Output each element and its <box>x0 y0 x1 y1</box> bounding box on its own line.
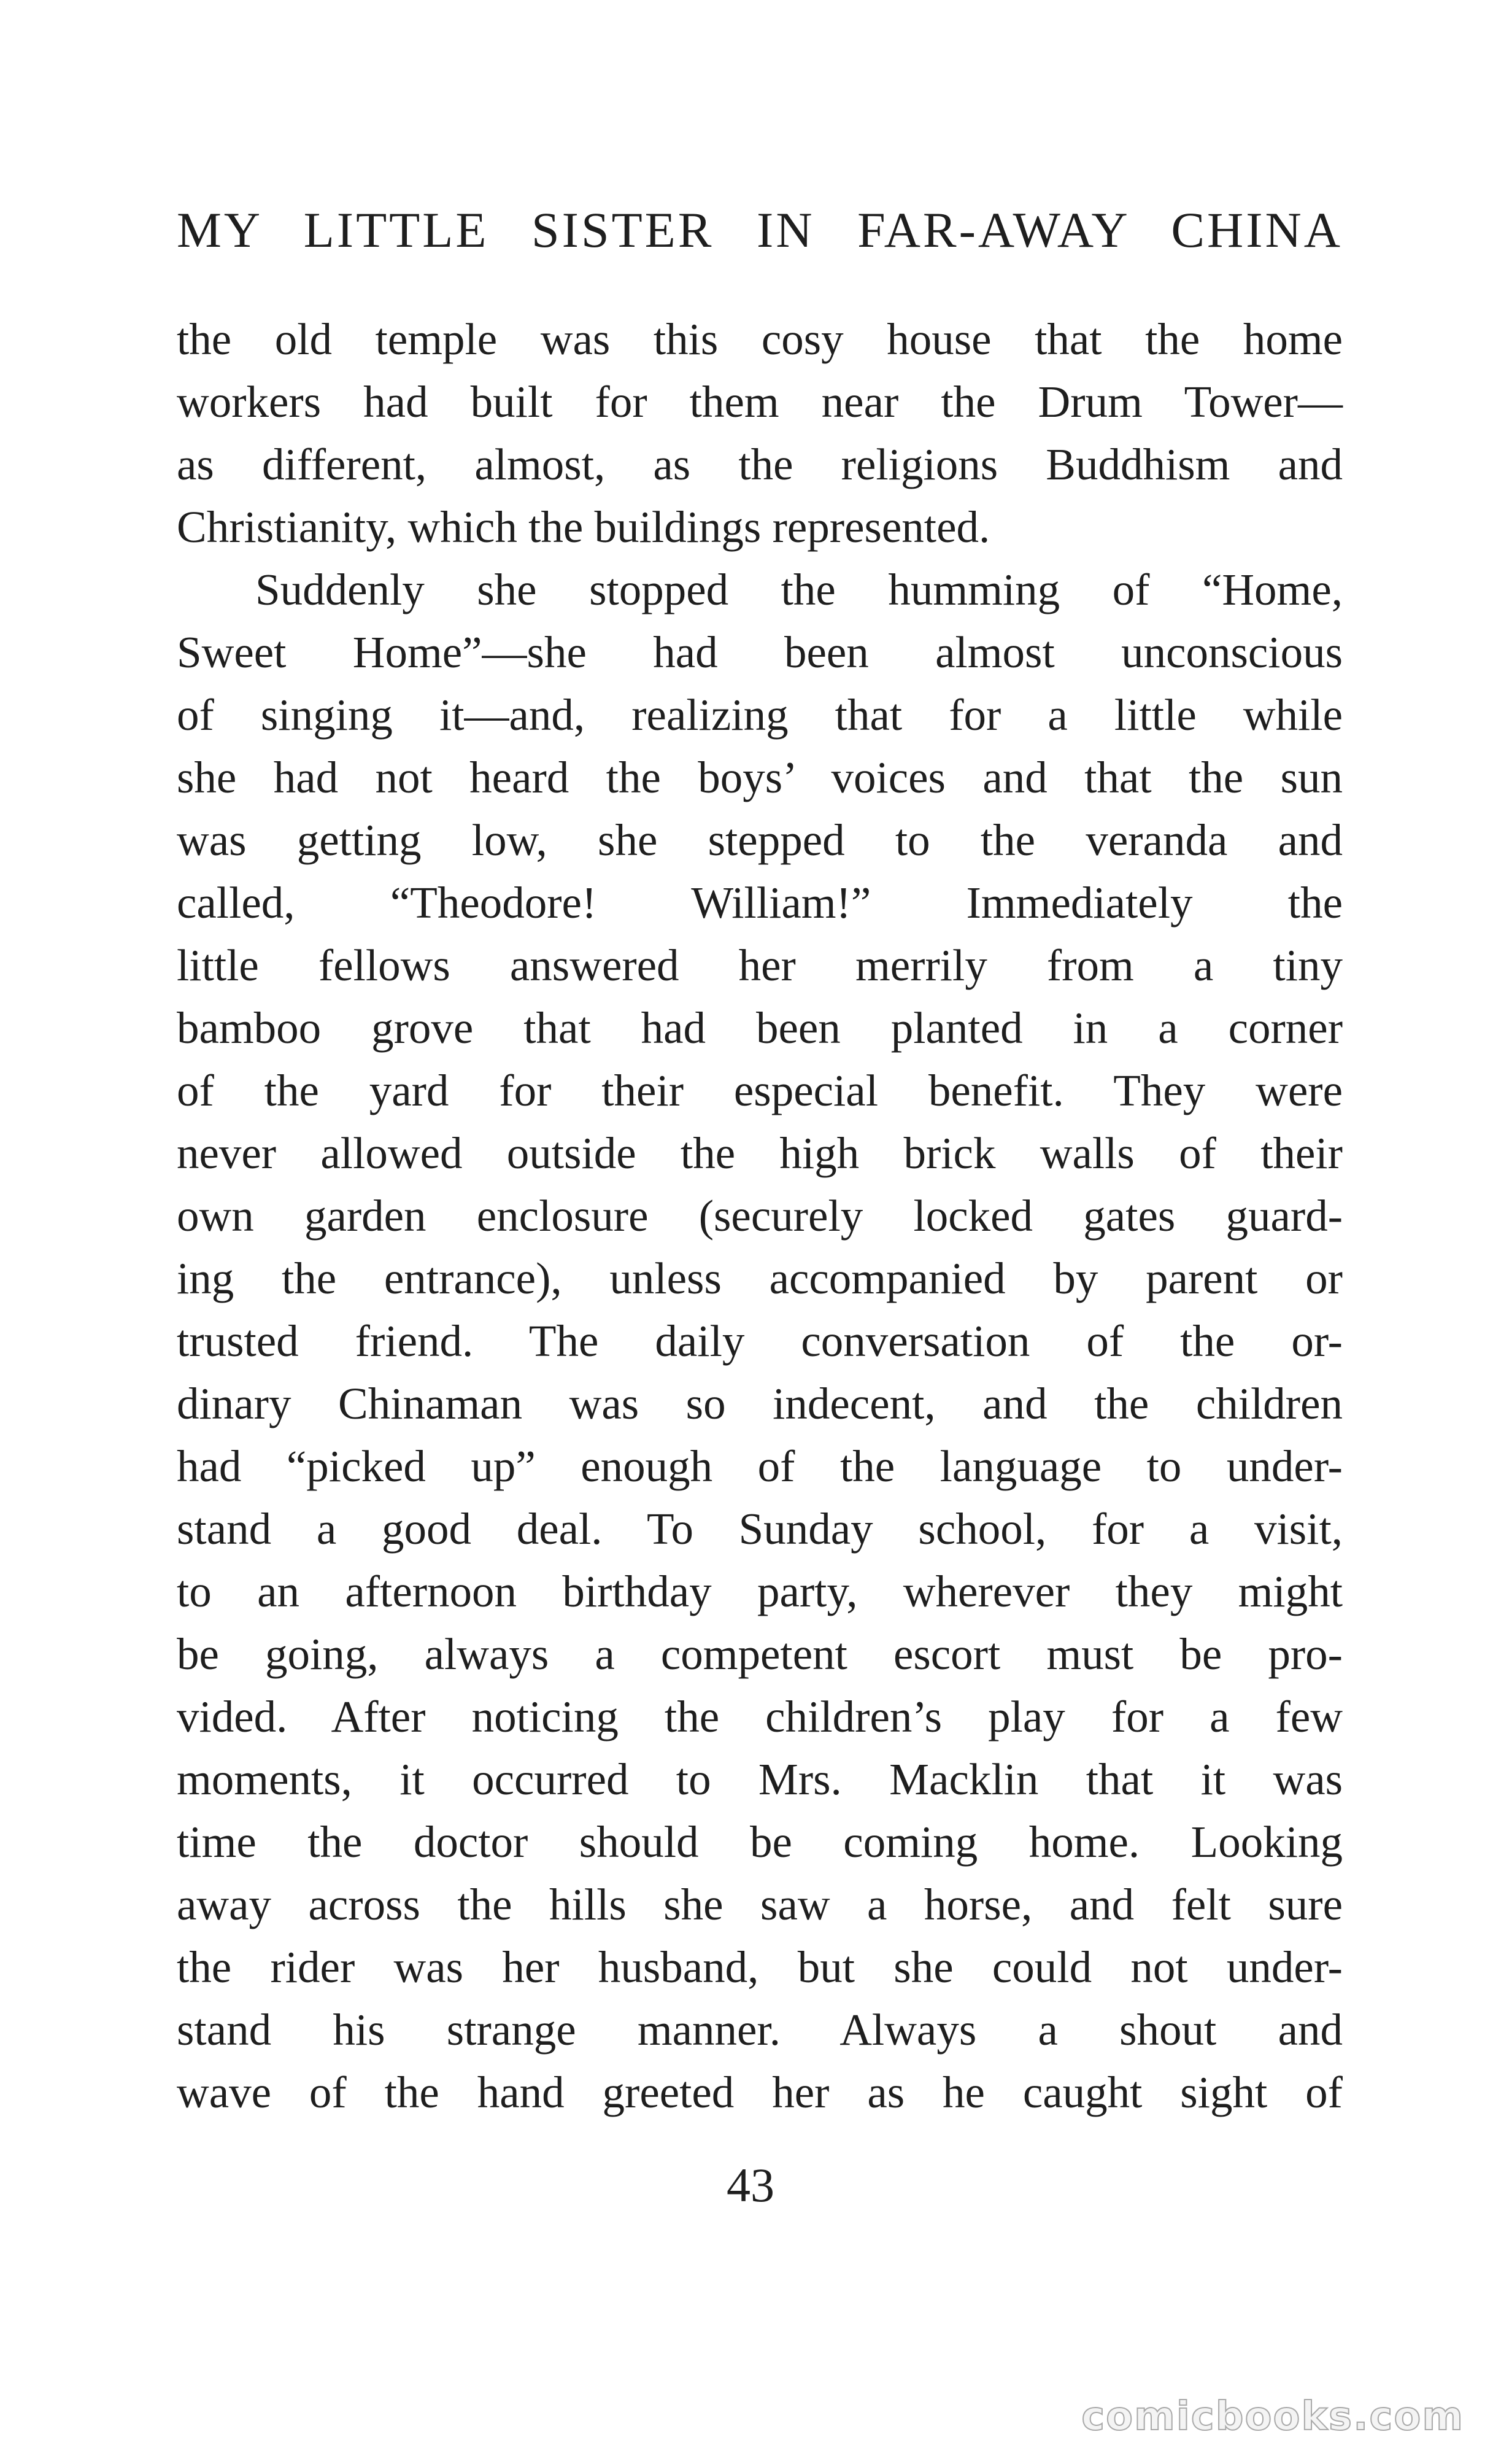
text-line: the old temple was this cosy house that the home <box>177 314 1343 364</box>
text-line: called, “Theodore! William!” Immediately the <box>177 878 1343 928</box>
text-line: as different, almost, as the religions Buddhism and <box>177 440 1343 489</box>
text-line: of singing it—and, realizing that for a little while <box>177 690 1343 740</box>
text-line: stand his strange manner. Always a shout and <box>177 2005 1343 2055</box>
text-line: bamboo grove that had been planted in a corner <box>177 1003 1343 1053</box>
text-line: away across the hills she saw a horse, and felt sure <box>177 1880 1343 1929</box>
text-line: Christianity, which the buildings represented. <box>177 502 990 552</box>
body-text <box>177 308 1343 2124</box>
text-line: was getting low, she stepped to the veranda and <box>177 815 1343 865</box>
text-line: Suddenly she stopped the humming of “Home, <box>255 565 1343 614</box>
text-line: stand a good deal. To Sunday school, for a visit, <box>177 1504 1343 1554</box>
text-line: vided. After noticing the children’s play for a few <box>177 1692 1343 1741</box>
page-number: 43 <box>727 2158 774 2212</box>
text-line: to an afternoon birthday party, wherever they might <box>177 1567 1343 1616</box>
text-line: time the doctor should be coming home. Looking <box>177 1817 1343 1867</box>
text-line: wave of the hand greeted her as he caught sight of <box>177 2067 1343 2117</box>
text-line: moments, it occurred to Mrs. Macklin that it was <box>177 1754 1343 1804</box>
text-line: workers had built for them near the Drum Tower— <box>177 377 1343 427</box>
watermark-logo: comicbooks.com <box>1081 2394 1464 2439</box>
text-line: had “picked up” enough of the language to under- <box>177 1441 1343 1491</box>
text-line: be going, always a competent escort must be pro- <box>177 1629 1343 1679</box>
running-head: MY LITTLE SISTER IN FAR-AWAY CHINA <box>177 202 1343 258</box>
text-line: little fellows answered her merrily from a tiny <box>177 940 1343 990</box>
text-line: never allowed outside the high brick walls of their <box>177 1128 1343 1178</box>
text-line: dinary Chinaman was so indecent, and the children <box>177 1379 1343 1428</box>
text-line: ing the entrance), unless accompanied by parent or <box>177 1253 1343 1303</box>
text-line: Sweet Home”—she had been almost unconscious <box>177 627 1343 677</box>
text-line: own garden enclosure (securely locked gates guard- <box>177 1191 1343 1241</box>
text-line: of the yard for their especial benefit. They were <box>177 1066 1343 1115</box>
text-line: the rider was her husband, but she could not under- <box>177 1942 1343 1992</box>
text-line: she had not heard the boys’ voices and that the sun <box>177 753 1343 802</box>
text-line: trusted friend. The daily conversation of the or- <box>177 1316 1343 1366</box>
